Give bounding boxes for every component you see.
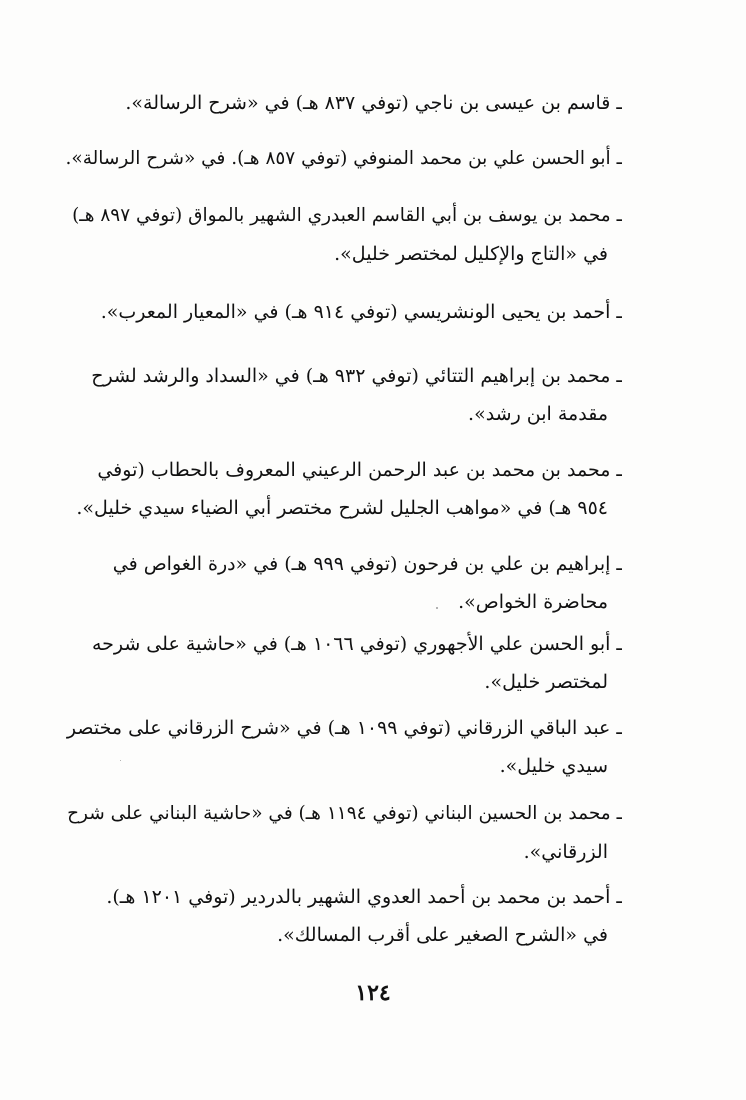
entry-line: ـ محمد بن الحسين البناني (توفي ١١٩٤ هـ) في «حاشية البناني على شرح bbox=[67, 803, 622, 824]
list-item bbox=[62, 293, 622, 331]
entry-line: ـ محمد بن إبراهيم التتائي (توفي ٩٣٢ هـ) في «السداد والرشد لشرح bbox=[91, 365, 622, 387]
entry-line: ـ محمد بن محمد بن عبد الرحمن الرعيني المعروف بالحطاب (توفي bbox=[97, 459, 622, 481]
list-item bbox=[62, 625, 622, 701]
entry-line: ـ محمد بن يوسف بن أبي القاسم العبدري الشهير بالمواق (توفي ٨٩٧ هـ) bbox=[72, 205, 622, 226]
entry-line: ـ أبو الحسن علي بن محمد المنوفي (توفي ٨٥٧ هـ). في «شرح الرسالة». bbox=[65, 148, 622, 169]
list-item bbox=[62, 84, 622, 122]
list-item bbox=[62, 140, 622, 178]
list-item bbox=[62, 709, 622, 785]
entry-line: محاضرة الخواص». bbox=[458, 591, 608, 613]
entry-line: ـ أحمد بن يحيى الونشريسي (توفي ٩١٤ هـ) في «المعيار المعرب». bbox=[100, 301, 622, 323]
list-item bbox=[62, 197, 622, 273]
paper-speck bbox=[436, 607, 438, 609]
entry-line: في «الشرح الصغير على أقرب المسالك». bbox=[277, 924, 608, 946]
entry-line: لمختصر خليل». bbox=[484, 671, 608, 693]
list-item bbox=[62, 878, 622, 954]
list-item bbox=[62, 451, 622, 527]
paper-speck bbox=[120, 760, 121, 761]
entry-line: ـ عبد الباقي الزرقاني (توفي ١٠٩٩ هـ) في «شرح الزرقاني على مختصر bbox=[66, 717, 622, 739]
entry-line: سيدي خليل». bbox=[499, 755, 608, 777]
entry-line: ٩٥٤ هـ) في «مواهب الجليل لشرح مختصر أبي الضياء سيدي خليل». bbox=[76, 497, 608, 519]
entry-line: ـ قاسم بن عيسى بن ناجي (توفي ٨٣٧ هـ) في «شرح الرسالة». bbox=[125, 92, 622, 114]
entry-line: ـ إبراهيم بن علي بن فرحون (توفي ٩٩٩ هـ) في «درة الغواص في bbox=[112, 553, 622, 575]
list-item bbox=[62, 545, 622, 621]
entry-line: ـ أحمد بن محمد بن أحمد العدوي الشهير بالدردير (توفي ١٢٠١ هـ). bbox=[106, 886, 622, 908]
list-item bbox=[62, 357, 622, 433]
entry-line: ـ أبو الحسن علي الأجهوري (توفي ١٠٦٦ هـ) في «حاشية على شرحه bbox=[91, 633, 622, 655]
page-number: ١٢٤ bbox=[355, 980, 391, 1006]
entry-line: في «التاج والإكليل لمختصر خليل». bbox=[334, 243, 608, 265]
entry-line: الزرقاني». bbox=[523, 841, 608, 863]
list-item bbox=[62, 795, 622, 871]
entry-line: مقدمة ابن رشد». bbox=[468, 403, 608, 425]
